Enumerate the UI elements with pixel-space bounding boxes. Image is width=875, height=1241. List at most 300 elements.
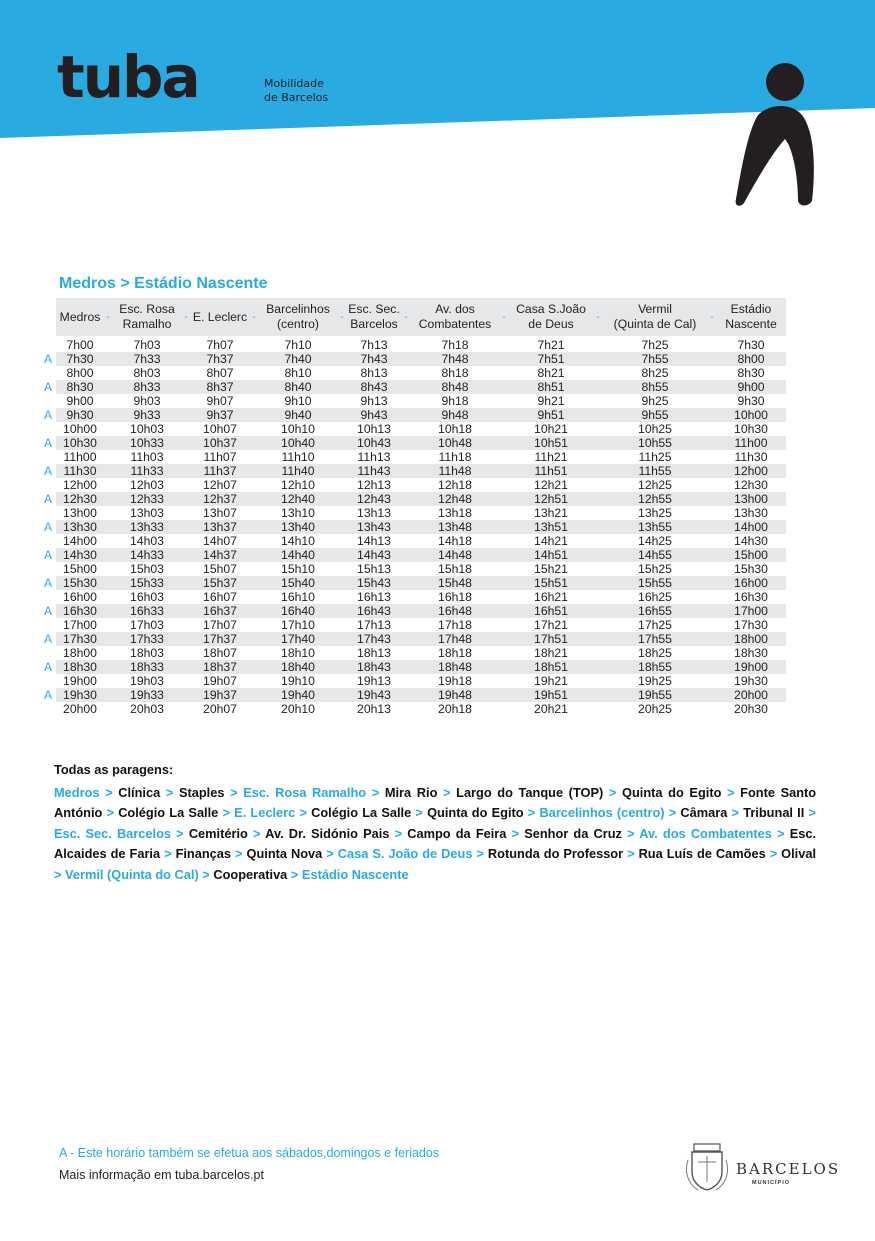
table-row xyxy=(42,632,786,646)
time-cell: 14h00 xyxy=(63,534,97,548)
stop-arrow: > xyxy=(371,784,380,800)
cell-spacer xyxy=(338,618,346,632)
column-header-text: Ramalho xyxy=(122,317,172,331)
time-cell: 16h10 xyxy=(281,590,315,604)
table-row xyxy=(42,702,786,716)
cell-spacer xyxy=(402,618,410,632)
stop-arrow: > xyxy=(769,846,778,861)
cell-spacer xyxy=(594,366,602,380)
cell-spacer xyxy=(338,562,346,576)
time-cell: 20h00 xyxy=(716,688,786,702)
time-cell: 13h25 xyxy=(638,506,672,520)
time-cell: 8h51 xyxy=(508,380,594,394)
cell-spacer xyxy=(338,590,346,604)
cell-spacer xyxy=(402,520,410,534)
cell-spacer xyxy=(594,408,602,422)
time-cell: 11h43 xyxy=(346,464,402,478)
time-cell: 14h13 xyxy=(357,534,391,548)
cell-spacer xyxy=(182,408,190,422)
cell-spacer xyxy=(104,702,112,716)
time-cell: 19h43 xyxy=(346,688,402,702)
cell-spacer xyxy=(594,380,602,394)
time-cell: 18h03 xyxy=(130,646,164,660)
column-header-text: (Quinta de Cal) xyxy=(613,317,697,331)
column-header-text: Barcelos xyxy=(350,317,398,331)
cell-spacer xyxy=(338,408,346,422)
column-header xyxy=(716,298,786,336)
column-separator: - xyxy=(104,298,112,336)
cell-spacer xyxy=(182,590,190,604)
table-row xyxy=(42,646,786,660)
time-cell: 13h43 xyxy=(346,520,402,534)
cell-spacer xyxy=(708,674,716,688)
time-cell: 17h55 xyxy=(602,632,708,646)
table-row xyxy=(42,492,786,506)
table-row xyxy=(42,604,786,618)
time-cell: 14h30 xyxy=(56,548,104,562)
time-cell: 10h25 xyxy=(638,422,672,436)
cell-spacer xyxy=(250,408,258,422)
time-cell: 17h33 xyxy=(112,632,182,646)
stop-name: Esc. Rosa Ramalho xyxy=(243,784,367,800)
time-cell: 14h40 xyxy=(258,548,338,562)
cell-spacer xyxy=(402,394,410,408)
stop-arrow: > xyxy=(415,805,423,820)
time-cell: 12h37 xyxy=(190,492,250,506)
time-cell: 10h21 xyxy=(534,422,568,436)
time-cell: 20h03 xyxy=(130,702,164,716)
column-header-text: Barcelinhos xyxy=(266,302,330,316)
cell-spacer xyxy=(104,632,112,646)
time-cell: 7h37 xyxy=(190,352,250,366)
time-cell: 15h21 xyxy=(534,562,568,576)
time-cell: 10h43 xyxy=(346,436,402,450)
time-cell: 20h25 xyxy=(638,702,672,716)
time-cell: 12h13 xyxy=(357,478,391,492)
row-mark: A xyxy=(44,380,53,394)
stop-name: Campo da Feira xyxy=(407,825,507,841)
time-cell: 11h10 xyxy=(281,450,315,464)
time-cell: 14h03 xyxy=(130,534,164,548)
logo-tagline xyxy=(264,77,328,105)
cell-spacer xyxy=(104,674,112,688)
stop-name: Barcelinhos (centro) xyxy=(539,805,665,820)
time-cell: 10h00 xyxy=(63,422,97,436)
time-cell: 15h30 xyxy=(734,562,768,576)
cell-spacer xyxy=(338,534,346,548)
cell-spacer xyxy=(104,394,112,408)
cell-spacer xyxy=(402,548,410,562)
time-cell: 18h48 xyxy=(410,660,500,674)
time-cell: 15h33 xyxy=(112,576,182,590)
time-cell: 10h30 xyxy=(56,436,104,450)
cell-spacer xyxy=(182,520,190,534)
cell-spacer xyxy=(250,576,258,590)
time-cell: 12h18 xyxy=(438,478,472,492)
cell-spacer xyxy=(250,464,258,478)
stop-name: Câmara xyxy=(680,805,728,820)
time-cell: 8h37 xyxy=(190,380,250,394)
table-row xyxy=(42,618,786,632)
time-cell: 9h37 xyxy=(190,408,250,422)
time-cell: 14h48 xyxy=(410,548,500,562)
column-separator: - xyxy=(338,298,346,336)
stop-name: Colégio La Salle xyxy=(118,805,219,820)
time-cell: 9h18 xyxy=(441,394,469,408)
time-cell: 18h51 xyxy=(508,660,594,674)
time-cell: 11h37 xyxy=(190,464,250,478)
stop-name: Quinta do Egito xyxy=(427,805,524,820)
time-cell: 12h30 xyxy=(734,478,768,492)
cell-spacer xyxy=(104,408,112,422)
time-cell: 16h37 xyxy=(190,604,250,618)
time-cell: 14h33 xyxy=(112,548,182,562)
time-cell: 8h40 xyxy=(258,380,338,394)
stop-name: Staples xyxy=(178,784,225,800)
time-cell: 8h30 xyxy=(56,380,104,394)
time-cell: 19h33 xyxy=(112,688,182,702)
cell-spacer xyxy=(500,534,508,548)
cell-spacer xyxy=(500,366,508,380)
row-mark xyxy=(42,366,56,380)
stop-arrow: > xyxy=(326,846,334,861)
tagline-line2: de Barcelos xyxy=(264,91,329,104)
person-walking-icon xyxy=(730,55,825,210)
cell-spacer xyxy=(594,520,602,534)
time-cell: 8h03 xyxy=(133,366,161,380)
time-cell: 13h55 xyxy=(602,520,708,534)
time-cell: 8h25 xyxy=(641,366,669,380)
time-cell: 15h40 xyxy=(258,576,338,590)
cell-spacer xyxy=(402,352,410,366)
time-cell: 11h30 xyxy=(56,464,104,478)
time-cell: 8h00 xyxy=(66,366,94,380)
cell-spacer xyxy=(402,478,410,492)
cell-spacer xyxy=(182,464,190,478)
stop-name: Senhor da Cruz xyxy=(524,825,622,841)
time-cell: 15h03 xyxy=(130,562,164,576)
column-header-text: (centro) xyxy=(277,317,319,331)
cell-spacer xyxy=(708,366,716,380)
cell-spacer xyxy=(182,436,190,450)
time-cell: 7h48 xyxy=(410,352,500,366)
cell-spacer xyxy=(250,436,258,450)
cell-spacer xyxy=(708,590,716,604)
time-cell: 17h07 xyxy=(203,618,237,632)
time-cell: 12h03 xyxy=(130,478,164,492)
time-cell: 7h55 xyxy=(602,352,708,366)
cell-spacer xyxy=(594,646,602,660)
cell-spacer xyxy=(250,562,258,576)
cell-spacer xyxy=(708,506,716,520)
time-cell: 11h25 xyxy=(638,450,672,464)
cell-spacer xyxy=(402,366,410,380)
time-cell: 10h30 xyxy=(734,422,768,436)
table-row xyxy=(42,520,786,534)
cell-spacer xyxy=(708,702,716,716)
time-cell: 11h00 xyxy=(716,436,786,450)
time-cell: 12h21 xyxy=(534,478,568,492)
stop-arrow: > xyxy=(290,866,299,882)
time-cell: 10h07 xyxy=(203,422,237,436)
time-cell: 7h00 xyxy=(66,338,94,352)
column-header xyxy=(56,298,104,336)
stop-arrow: > xyxy=(476,846,484,861)
cell-spacer xyxy=(104,366,112,380)
cell-spacer xyxy=(708,422,716,436)
time-cell: 19h21 xyxy=(534,674,568,688)
time-cell: 17h10 xyxy=(281,618,315,632)
stop-arrow: > xyxy=(202,866,210,882)
time-cell: 9h21 xyxy=(537,394,565,408)
cell-spacer xyxy=(402,632,410,646)
cell-spacer xyxy=(338,702,346,716)
table-row xyxy=(42,506,786,520)
time-cell: 9h00 xyxy=(66,394,94,408)
cell-spacer xyxy=(338,492,346,506)
time-cell: 7h03 xyxy=(133,338,161,352)
cell-spacer xyxy=(708,352,716,366)
column-header xyxy=(410,298,500,336)
cell-spacer xyxy=(708,492,716,506)
time-cell: 12h48 xyxy=(410,492,500,506)
cell-spacer xyxy=(500,520,508,534)
time-cell: 15h10 xyxy=(281,562,315,576)
cell-spacer xyxy=(104,534,112,548)
stop-arrow: > xyxy=(165,784,174,800)
time-cell: 12h00 xyxy=(63,478,97,492)
cell-spacer xyxy=(402,464,410,478)
time-cell: 11h55 xyxy=(602,464,708,478)
cell-spacer xyxy=(338,380,346,394)
cell-spacer xyxy=(338,548,346,562)
stop-arrow: > xyxy=(608,784,617,800)
cell-spacer xyxy=(182,562,190,576)
time-cell: 15h37 xyxy=(190,576,250,590)
cell-spacer xyxy=(500,604,508,618)
cell-spacer xyxy=(594,478,602,492)
time-cell: 16h55 xyxy=(602,604,708,618)
time-cell: 8h18 xyxy=(441,366,469,380)
time-cell: 8h10 xyxy=(284,366,312,380)
cell-spacer xyxy=(594,352,602,366)
more-info-link[interactable]: Mais informação em tuba.barcelos.pt xyxy=(59,1168,264,1182)
time-cell: 10h33 xyxy=(112,436,182,450)
time-cell: 16h25 xyxy=(638,590,672,604)
table-row xyxy=(42,576,786,590)
time-cell: 20h07 xyxy=(203,702,237,716)
stop-arrow: > xyxy=(222,805,230,820)
cell-spacer xyxy=(182,548,190,562)
stop-name: Fonte Santo António xyxy=(54,784,817,820)
stop-name: Esc. Alcaides de Faria xyxy=(54,825,817,861)
cell-spacer xyxy=(708,576,716,590)
cell-spacer xyxy=(182,618,190,632)
row-mark: A xyxy=(44,436,53,450)
cell-spacer xyxy=(594,492,602,506)
cell-spacer xyxy=(338,688,346,702)
row-mark: A xyxy=(44,464,53,478)
row-mark xyxy=(42,674,56,688)
cell-spacer xyxy=(338,632,346,646)
column-header-text: Estádio xyxy=(730,302,772,316)
time-cell: 17h37 xyxy=(190,632,250,646)
time-cell: 9h25 xyxy=(641,394,669,408)
time-cell: 10h03 xyxy=(130,422,164,436)
time-cell: 10h00 xyxy=(716,408,786,422)
table-row xyxy=(42,590,786,604)
cell-spacer xyxy=(708,436,716,450)
cell-spacer xyxy=(500,478,508,492)
time-cell: 14h51 xyxy=(508,548,594,562)
time-cell: 12h00 xyxy=(716,464,786,478)
stop-arrow: > xyxy=(527,805,536,820)
row-mark: A xyxy=(44,520,53,534)
time-cell: 10h13 xyxy=(357,422,391,436)
table-row xyxy=(42,450,786,464)
stop-arrow: > xyxy=(164,846,172,861)
time-cell: 15h30 xyxy=(56,576,104,590)
time-cell: 8h48 xyxy=(410,380,500,394)
cell-spacer xyxy=(708,394,716,408)
cell-spacer xyxy=(338,576,346,590)
cell-spacer xyxy=(594,450,602,464)
time-cell: 16h00 xyxy=(63,590,97,604)
cell-spacer xyxy=(402,408,410,422)
time-cell: 18h25 xyxy=(638,646,672,660)
time-cell: 19h10 xyxy=(281,674,315,688)
cell-spacer xyxy=(594,604,602,618)
cell-spacer xyxy=(500,674,508,688)
stop-arrow: > xyxy=(731,805,740,820)
time-cell: 16h07 xyxy=(203,590,237,604)
table-row xyxy=(42,366,786,380)
cell-spacer xyxy=(182,604,190,618)
tuba-logo: tuba xyxy=(57,43,199,111)
cell-spacer xyxy=(104,590,112,604)
stop-arrow: > xyxy=(253,825,261,841)
stop-name: Medros xyxy=(54,784,100,800)
table-row xyxy=(42,436,786,450)
cell-spacer xyxy=(402,702,410,716)
time-cell: 13h21 xyxy=(534,506,568,520)
table-row xyxy=(42,380,786,394)
time-cell: 18h00 xyxy=(716,632,786,646)
cell-spacer xyxy=(338,478,346,492)
cell-spacer xyxy=(250,548,258,562)
cell-spacer xyxy=(402,534,410,548)
time-cell: 17h48 xyxy=(410,632,500,646)
time-cell: 19h30 xyxy=(734,674,768,688)
row-mark: A xyxy=(44,632,53,646)
stop-name: Av. dos Combatentes xyxy=(639,825,772,841)
time-cell: 13h03 xyxy=(130,506,164,520)
time-cell: 7h30 xyxy=(737,338,765,352)
column-separator: - xyxy=(594,298,602,336)
cell-spacer xyxy=(104,464,112,478)
cell-spacer xyxy=(500,492,508,506)
stop-name: Finanças xyxy=(175,846,232,861)
time-cell: 12h25 xyxy=(638,478,672,492)
time-cell: 9h10 xyxy=(284,394,312,408)
time-cell: 19h48 xyxy=(410,688,500,702)
cell-spacer xyxy=(708,632,716,646)
time-cell: 14h30 xyxy=(734,534,768,548)
row-mark: A xyxy=(44,352,53,366)
stop-name: Estádio Nascente xyxy=(301,866,409,882)
stop-name: Casa S. João de Deus xyxy=(337,846,473,861)
time-cell: 9h43 xyxy=(346,408,402,422)
time-cell: 10h18 xyxy=(438,422,472,436)
cell-spacer xyxy=(500,436,508,450)
time-cell: 15h51 xyxy=(508,576,594,590)
stop-name: Av. Dr. Sidónio Pais xyxy=(265,825,390,841)
time-cell: 8h43 xyxy=(346,380,402,394)
time-cell: 13h00 xyxy=(63,506,97,520)
row-mark: A xyxy=(44,660,53,674)
cell-spacer xyxy=(708,464,716,478)
time-cell: 7h30 xyxy=(56,352,104,366)
cell-spacer xyxy=(500,660,508,674)
row-mark xyxy=(42,534,56,548)
column-header-text: Combatentes xyxy=(418,317,492,331)
cell-spacer xyxy=(338,336,346,352)
column-header-text: Casa S.João xyxy=(516,302,586,316)
cell-spacer xyxy=(250,450,258,464)
cell-spacer xyxy=(500,352,508,366)
time-cell: 9h40 xyxy=(258,408,338,422)
cell-spacer xyxy=(104,562,112,576)
time-cell: 16h21 xyxy=(534,590,568,604)
cell-spacer xyxy=(104,352,112,366)
time-cell: 14h10 xyxy=(281,534,315,548)
time-cell: 13h48 xyxy=(410,520,500,534)
cell-spacer xyxy=(104,660,112,674)
stop-arrow: > xyxy=(627,825,635,841)
time-cell: 19h40 xyxy=(258,688,338,702)
time-cell: 16h13 xyxy=(357,590,391,604)
time-cell: 11h21 xyxy=(534,450,568,464)
time-cell: 14h07 xyxy=(203,534,237,548)
time-cell: 19h18 xyxy=(438,674,472,688)
time-cell: 20h10 xyxy=(281,702,315,716)
cell-spacer xyxy=(708,408,716,422)
time-cell: 7h33 xyxy=(112,352,182,366)
column-header xyxy=(258,298,338,336)
time-cell: 14h18 xyxy=(438,534,472,548)
time-cell: 18h13 xyxy=(357,646,391,660)
time-cell: 12h40 xyxy=(258,492,338,506)
row-mark xyxy=(42,478,56,492)
cell-spacer xyxy=(708,478,716,492)
time-cell: 7h07 xyxy=(206,338,234,352)
time-cell: 15h48 xyxy=(410,576,500,590)
column-header xyxy=(346,298,402,336)
cell-spacer xyxy=(250,394,258,408)
time-cell: 9h51 xyxy=(508,408,594,422)
cell-spacer xyxy=(500,464,508,478)
time-cell: 11h00 xyxy=(63,450,97,464)
time-cell: 12h07 xyxy=(203,478,237,492)
column-header-text: Esc. Rosa xyxy=(119,302,175,316)
time-cell: 20h21 xyxy=(534,702,568,716)
row-mark xyxy=(42,336,56,352)
time-cell: 12h43 xyxy=(346,492,402,506)
table-header-row xyxy=(42,298,786,336)
time-cell: 20h00 xyxy=(63,702,97,716)
column-separator: - xyxy=(250,298,258,336)
time-cell: 19h13 xyxy=(357,674,391,688)
